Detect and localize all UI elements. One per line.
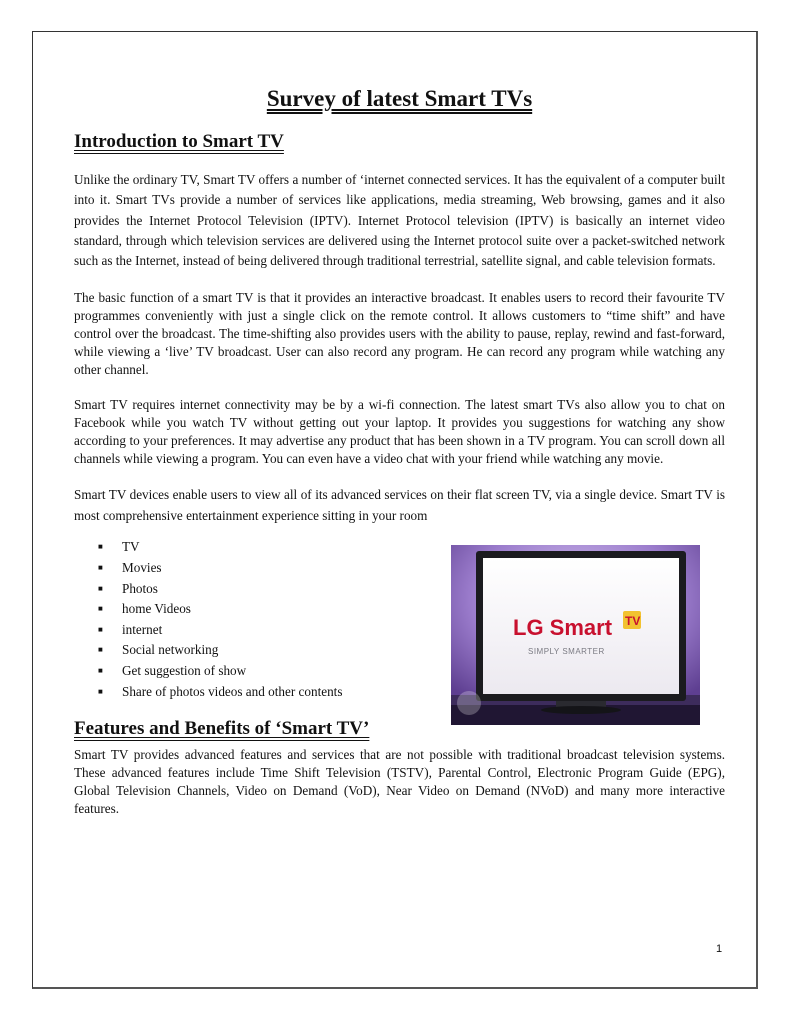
list-item <box>98 558 342 579</box>
list-item <box>98 682 343 703</box>
list-item <box>98 661 342 682</box>
bullet-icon: ■ <box>98 666 103 676</box>
list-item-text: Social networking <box>122 642 219 658</box>
bullet-icon: ■ <box>98 604 103 614</box>
tagline-text: SIMPLY SMARTER <box>528 647 605 657</box>
list-item-text: Get suggestion of show <box>122 663 247 679</box>
bullet-icon: ■ <box>98 583 103 593</box>
bullet-icon: ■ <box>98 563 103 573</box>
paragraph-2: The basic function of a smart TV is that it provides an interactive broadcast. It enables users to record their favourite TV programmes conveniently with just a single click on the remote control. It allows customers to “time shift” and have control over the broadcast. The time-shifting also provides users with the ability to pause, replay, rewind and fast-forward, while viewing a ‘live’ TV broadcast. User can also record any program. He can record any program while watching any other channel. <box>74 290 725 378</box>
list-item <box>98 620 342 641</box>
bullet-icon: ■ <box>98 686 103 696</box>
list-item-text: home Videos <box>122 601 191 617</box>
badge-text: TV <box>625 614 641 629</box>
list-item <box>98 640 342 661</box>
bullet-icon: ■ <box>98 645 103 655</box>
list-item-text: internet <box>122 621 163 637</box>
brand-text: LG Smart <box>513 615 613 641</box>
tv-illustration <box>451 545 700 725</box>
features-paragraph: Smart TV provides advanced features and services that are not possible with traditional broadcast television systems. These advanced features include Time Shift Television (TSTV), Parental Control, Electronic Program Guide (EPG), Global Television Channels, Video on Demand (VoD), Near Video on Demand (NVoD) and many more interactive features. <box>74 747 725 817</box>
list-item-text: Share of photos videos and other contents <box>122 683 343 699</box>
list-item-text: Movies <box>122 560 162 576</box>
list-item <box>98 537 342 558</box>
list-item-text: TV <box>122 539 140 555</box>
paragraph-4: Smart TV devices enable users to view all of its advanced services on their flat screen TV, via a single device. Smart TV is most comprehensive entertainment experience sitting in your room <box>74 487 725 523</box>
paragraph-1: Unlike the ordinary TV, Smart TV offers a number of ‘internet connected services. It has the equivalent of a computer built into it. Smart TVs provide a number of services like applications, media streaming, Web browsing, games and it also provides the Internet Protocol Television (IPTV). Internet Protocol television (IPTV) is basically an internet video standard, through which television services are delivered using the Internet protocol suite over a packet-switched network such as the Internet, instead of being delivered through traditional terrestrial, satellite signal, and cable television formats. <box>74 172 725 269</box>
document-body <box>74 84 725 818</box>
list-item-text: Photos <box>122 580 158 596</box>
tv-photo <box>451 545 700 725</box>
watermark-icon <box>457 691 481 715</box>
feature-list <box>98 537 343 702</box>
list-and-image-area <box>74 537 725 717</box>
list-item <box>98 579 342 600</box>
document-title: Survey of latest Smart TVs <box>266 86 533 111</box>
page-number: 1 <box>716 943 723 955</box>
bullet-icon: ■ <box>98 542 103 552</box>
section-heading-features: Features and Benefits of ‘Smart TV’ <box>74 718 370 740</box>
section-heading-introduction: Introduction to Smart TV <box>74 131 284 152</box>
bullet-icon: ■ <box>98 624 103 634</box>
list-item <box>98 599 342 620</box>
paragraph-3: Smart TV requires internet connectivity may be by a wi-fi connection. The latest smart TVs also allow you to chat on Facebook while you watch TV without getting out your laptop. It provides you suggestions for watching any show according to your preferences. It may advertise any product that has been shown in a TV program. You can scroll down all channels while viewing a program. You can even have a video chat with your friend while watching any movie. <box>74 397 725 467</box>
